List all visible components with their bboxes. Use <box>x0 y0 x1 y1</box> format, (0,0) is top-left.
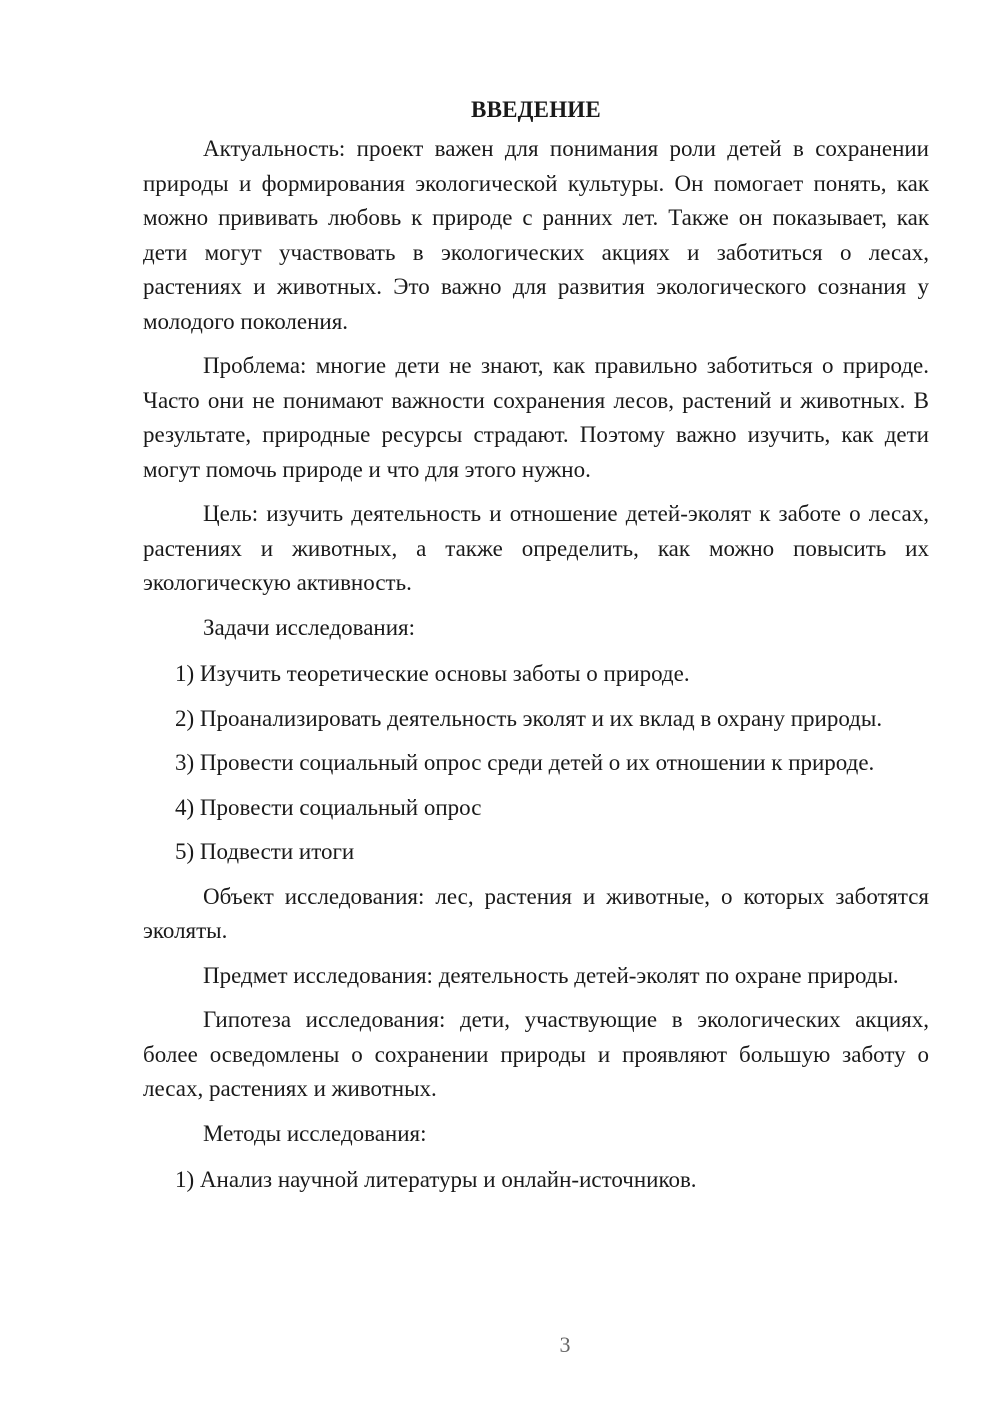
task-item-2: 2) Проанализировать деятельность эколят и их вклад в охрану природы. <box>175 705 883 731</box>
method-item-1: 1) Анализ научной литературы и онлайн-источников. <box>175 1167 697 1192</box>
task-item-1: 1) Изучить теоретические основы заботы о природе. <box>175 661 690 686</box>
paragraph-object: Объект исследования: лес, растения и животные, о которых заботятся эколяты. <box>143 883 929 943</box>
paragraph-subject: Предмет исследования: деятельность детей-эколят по охране природы. <box>203 962 899 988</box>
document-title: ВВЕДЕНИЕ <box>471 97 601 122</box>
task-item-5: 5) Подвести итоги <box>175 839 355 864</box>
methods-heading: Методы исследования: <box>203 1120 427 1146</box>
task-item-3: 3) Провести социальный опрос среди детей о их отношении к природе. <box>175 750 875 775</box>
document-body <box>143 92 929 1208</box>
paragraph-goal: Цель: изучить деятельность и отношение детей-эколят к заботе о лесах, растениях и животных, а также определить, как можно повысить их экологическую активность. <box>143 501 929 595</box>
paragraph-problem: Проблема: многие дети не знают, как правильно заботиться о природе. Часто они не понимают важности сохранения лесов, растений и животных. В результате, природные ресурсы страдают. Поэтому важно изучить, как дети могут помочь природе и что для этого нужно. <box>143 353 929 482</box>
task-item-4: 4) Провести социальный опрос <box>175 794 482 820</box>
tasks-heading: Задачи исследования: <box>203 614 416 640</box>
paragraph-hypothesis: Гипотеза исследования: дети, участвующие в экологических акциях, более осведомлены о сохранении природы и проявляют большую заботу о лесах, растениях и животных. <box>143 1007 929 1101</box>
page-number: 3 <box>559 1332 571 1357</box>
paragraph-relevance: Актуальность: проект важен для понимания роли детей в сохранении природы и формирования экологической культуры. Он помогает понять, как можно прививать любовь к природе с ранних лет. Также он показывает, как дети могут участвовать в экологических акциях и заботиться о лесах, растениях и животных. Это важно для развития экологического сознания у молодого поколения. <box>143 136 929 334</box>
